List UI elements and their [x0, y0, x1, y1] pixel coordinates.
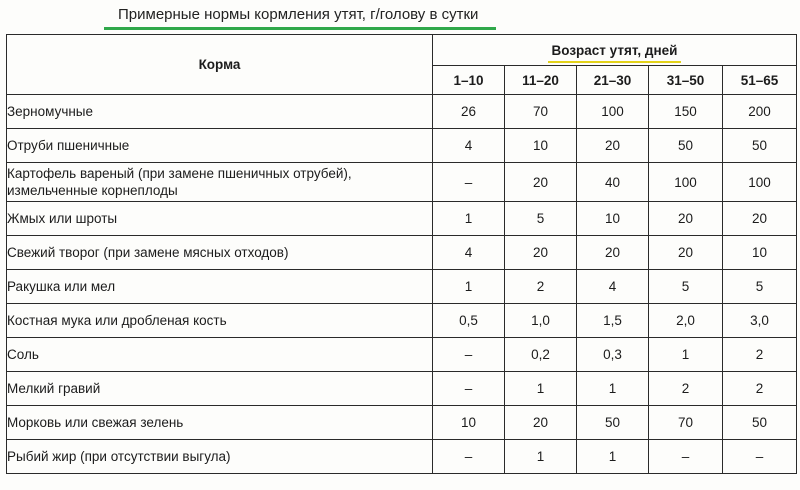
age-column-header: 21–30: [577, 66, 649, 95]
value-cell: 4: [433, 236, 505, 270]
value-cell: 2: [505, 270, 577, 304]
value-cell: 3,0: [723, 304, 797, 338]
value-cell: 1: [505, 440, 577, 474]
value-cell: 26: [433, 95, 505, 129]
value-cell: 2: [649, 372, 723, 406]
title-highlight-underline: [104, 27, 496, 30]
value-cell: 200: [723, 95, 797, 129]
age-column-header: 31–50: [649, 66, 723, 95]
age-group-header: [433, 35, 797, 66]
value-cell: 10: [577, 202, 649, 236]
feed-name-cell: Жмых или шроты: [7, 202, 433, 236]
value-cell: 10: [505, 129, 577, 163]
feed-name-cell: Мелкий гравий: [7, 372, 433, 406]
value-cell: 0,5: [433, 304, 505, 338]
age-column-header: 1–10: [433, 66, 505, 95]
feed-column-header: Корма: [7, 35, 433, 95]
value-cell: 5: [505, 202, 577, 236]
table-row: [7, 406, 797, 440]
value-cell: 50: [577, 406, 649, 440]
value-cell: –: [433, 163, 505, 202]
feed-name-cell: Зерномучные: [7, 95, 433, 129]
table-row: [7, 440, 797, 474]
feeding-norms-table: [6, 34, 797, 474]
value-cell: 4: [577, 270, 649, 304]
value-cell: 70: [649, 406, 723, 440]
table-row: [7, 304, 797, 338]
value-cell: 1,5: [577, 304, 649, 338]
feed-name-cell: Соль: [7, 338, 433, 372]
value-cell: 20: [505, 406, 577, 440]
value-cell: 1: [649, 338, 723, 372]
value-cell: 10: [723, 236, 797, 270]
value-cell: –: [433, 338, 505, 372]
table-row: [7, 372, 797, 406]
value-cell: 1: [505, 372, 577, 406]
value-cell: 1: [577, 372, 649, 406]
table-row: [7, 202, 797, 236]
value-cell: 20: [723, 202, 797, 236]
table-row: [7, 129, 797, 163]
value-cell: 10: [433, 406, 505, 440]
value-cell: 4: [433, 129, 505, 163]
value-cell: 50: [723, 129, 797, 163]
feed-name-cell: Отруби пшеничные: [7, 129, 433, 163]
value-cell: 100: [577, 95, 649, 129]
value-cell: 0,2: [505, 338, 577, 372]
value-cell: 1: [433, 270, 505, 304]
value-cell: 20: [505, 163, 577, 202]
value-cell: 20: [577, 236, 649, 270]
value-cell: 20: [577, 129, 649, 163]
value-cell: –: [723, 440, 797, 474]
value-cell: –: [433, 440, 505, 474]
value-cell: 1: [577, 440, 649, 474]
value-cell: 70: [505, 95, 577, 129]
value-cell: 50: [723, 406, 797, 440]
table-row: [7, 270, 797, 304]
value-cell: 2: [723, 372, 797, 406]
table-row: [7, 338, 797, 372]
value-cell: 0,3: [577, 338, 649, 372]
value-cell: 40: [577, 163, 649, 202]
feed-name-cell: Ракушка или мел: [7, 270, 433, 304]
value-cell: 1,0: [505, 304, 577, 338]
table-row: [7, 163, 797, 202]
feed-name-cell: Морковь или свежая зелень: [7, 406, 433, 440]
age-column-header: 11–20: [505, 66, 577, 95]
value-cell: 2,0: [649, 304, 723, 338]
feed-name-cell: Картофель вареный (при замене пшеничных отрубей), измельченные корнеплоды: [7, 163, 433, 202]
value-cell: 20: [505, 236, 577, 270]
value-cell: 100: [723, 163, 797, 202]
age-column-header: 51–65: [723, 66, 797, 95]
feed-name-cell: Рыбий жир (при отсутствии выгула): [7, 440, 433, 474]
value-cell: –: [433, 372, 505, 406]
table-title: Примерные нормы кормления утят, г/голову в сутки: [118, 6, 479, 23]
feed-name-cell: Костная мука или дробленая кость: [7, 304, 433, 338]
value-cell: 1: [433, 202, 505, 236]
feed-name-cell: Свежий творог (при замене мясных отходов): [7, 236, 433, 270]
value-cell: 5: [723, 270, 797, 304]
value-cell: 2: [723, 338, 797, 372]
value-cell: 20: [649, 202, 723, 236]
age-group-title: Возраст утят, дней: [551, 42, 678, 58]
table-row: [7, 236, 797, 270]
value-cell: 150: [649, 95, 723, 129]
value-cell: 20: [649, 236, 723, 270]
value-cell: –: [649, 440, 723, 474]
table-row: [7, 95, 797, 129]
value-cell: 50: [649, 129, 723, 163]
value-cell: 100: [649, 163, 723, 202]
value-cell: 5: [649, 270, 723, 304]
